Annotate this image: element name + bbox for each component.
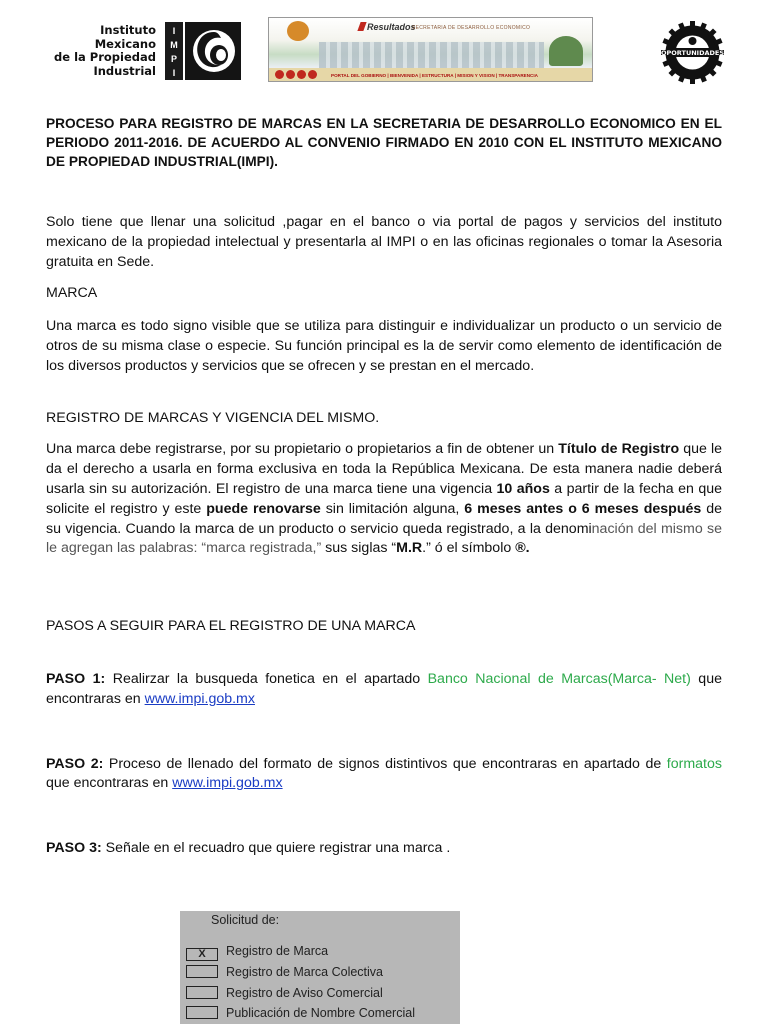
pasos-heading: PASOS A SEGUIR PARA EL REGISTRO DE UNA MARCA	[46, 618, 416, 635]
registro-paragraph	[46, 440, 722, 559]
impi-line-4: Industrial	[93, 63, 156, 78]
paso-1-label: PASO 1:	[46, 670, 106, 687]
search-icon	[308, 70, 317, 79]
impi-letter: I	[172, 26, 176, 36]
home-icon	[275, 70, 284, 79]
impi-website-link[interactable]: www.impi.gob.mx	[144, 690, 255, 707]
registro-bold: puede renovarse	[206, 500, 321, 517]
paso-2-text: Proceso de llenado del formato de signos distintivos que encontraras en apartado de	[103, 755, 667, 772]
form-option-label: Publicación de Nombre Comercial	[226, 1006, 415, 1020]
registro-text: sin limitación alguna,	[320, 500, 465, 517]
banner-nav-icons	[275, 70, 317, 79]
paso-3-text: Señale en el recuadro que quiere registrar una marca .	[101, 840, 451, 857]
paso-1-text: que encontraras en	[46, 670, 722, 707]
marca-heading: MARCA	[46, 285, 98, 302]
registro-text: sus siglas “	[321, 540, 397, 557]
document-body	[46, 114, 722, 859]
form-checkbox	[186, 965, 218, 978]
impi-letter: I	[172, 68, 176, 78]
banco-nacional-marcas-link[interactable]: Banco Nacional de Marcas(Marca- Net)	[427, 670, 691, 687]
paso-2	[46, 755, 722, 795]
form-checkbox	[186, 1006, 218, 1019]
form-option	[186, 986, 383, 1000]
banner-nav-links: PORTAL DEL GOBIERNO | BIENVENIDA | ESTRUCTURA | MISION Y VISION | TRANSPARENCIA	[331, 73, 538, 78]
paso-1	[46, 670, 722, 710]
paso-3-label: PASO 3:	[46, 840, 102, 857]
form-checkbox: X	[186, 948, 218, 961]
intro-paragraph: Solo tiene que llenar una solicitud ,pagar en el banco o via portal de pagos y servicios del instituto mexicano de la propiedad intelectual y presentarla al IMPI o en las oficinas regionales o tomar la Asesoria gratuita en Sede.	[46, 214, 722, 270]
paso-2-label: PASO 2:	[46, 755, 104, 772]
formatos-link[interactable]: formatos	[666, 755, 722, 772]
badge-text: OPORTUNIDADES	[661, 49, 724, 57]
form-option	[186, 1006, 415, 1020]
registro-text: a partir de la fecha en que solicite el registro y este	[46, 480, 722, 517]
impi-letter-bar	[165, 22, 183, 80]
impi-letter: P	[170, 54, 177, 64]
paso-2-text: que encontraras en	[46, 775, 173, 792]
document-title: PROCESO PARA REGISTRO DE MARCAS EN LA SECRETARIA DE DESARROLLO ECONOMICO EN EL PERIODO 2011-2016. DE ACUERDO AL CONVENIO FIRMADO EN 2010 CON EL INSTITUTO MEXICANO DE PROPIEDAD INDUSTRIAL(IMPI).	[46, 116, 722, 169]
form-option-label: Registro de Aviso Comercial	[226, 986, 383, 1000]
registro-bold: M.R	[396, 540, 423, 557]
marca-paragraph: Una marca es todo signo visible que se utiliza para distinguir e individualizar un producto o un servicio de otros de su misma clase o especie. Su función principal es la de servir como elemento de identificación de los diversos productos y servicios que se ofrecen y se prestan en el mercado.	[46, 318, 722, 374]
registro-bold: 6 meses antes o 6 meses después	[464, 500, 702, 517]
page-header	[0, 0, 768, 100]
registro-text: que le da el derecho a usarla en forma exclusiva en toda la República Mexicana. De esta manera nadie deberá usarla sin su autorización. El registro de una marca tiene una vigencia	[46, 441, 722, 497]
registro-text: de su vigencia. Cuando la marca de un producto o servicio queda registrado, a la denomi	[46, 500, 722, 537]
form-option-label: Registro de Marca	[226, 944, 329, 958]
form-option-label: Registro de Marca Colectiva	[226, 965, 384, 979]
banner-resultados: Resultados	[359, 22, 416, 32]
form-option	[186, 965, 383, 979]
impi-line-3: de la Propiedad	[54, 50, 156, 64]
paso-3	[46, 839, 722, 859]
sde-banner	[268, 17, 593, 82]
registro-bold: Título de Registro	[558, 441, 680, 458]
impi-logo-text	[46, 24, 156, 78]
mail-icon	[286, 70, 295, 79]
impi-letter: M	[170, 40, 178, 50]
registro-bold: 10 años	[496, 480, 550, 497]
registro-text: .” ó el símbolo	[422, 540, 516, 557]
banner-secretaria: SECRETARIA DE DESARROLLO ECONOMICO	[412, 25, 531, 31]
form-header: Solicitud de:	[211, 913, 280, 927]
impi-line-1: Instituto	[100, 23, 156, 37]
form-option	[186, 944, 328, 961]
oportunidades-badge-icon	[661, 21, 724, 84]
registro-heading: REGISTRO DE MARCAS Y VIGENCIA DEL MISMO.	[46, 409, 380, 426]
solicitud-form-image	[180, 911, 460, 1024]
registro-text-light: nación del mismo se le agregan las palabras: “marca registrada,”	[46, 520, 722, 557]
info-icon	[297, 70, 306, 79]
impi-website-link[interactable]: www.impi.gob.mx	[172, 775, 283, 792]
paso-1-text: Realirzar la busqueda fonetica en el apartado	[105, 670, 428, 687]
registro-bold: ®.	[515, 540, 530, 557]
palm-tree-illustration	[549, 36, 583, 66]
impi-logo-icon	[185, 22, 241, 80]
form-checkbox	[186, 986, 218, 999]
building-illustration	[319, 42, 544, 68]
registro-text: Una marca debe registrarse, por su propietario o propietarios a fin de obtener un	[46, 441, 559, 458]
impi-line-2: Mexicano	[94, 36, 156, 51]
state-seal-icon	[287, 21, 309, 41]
